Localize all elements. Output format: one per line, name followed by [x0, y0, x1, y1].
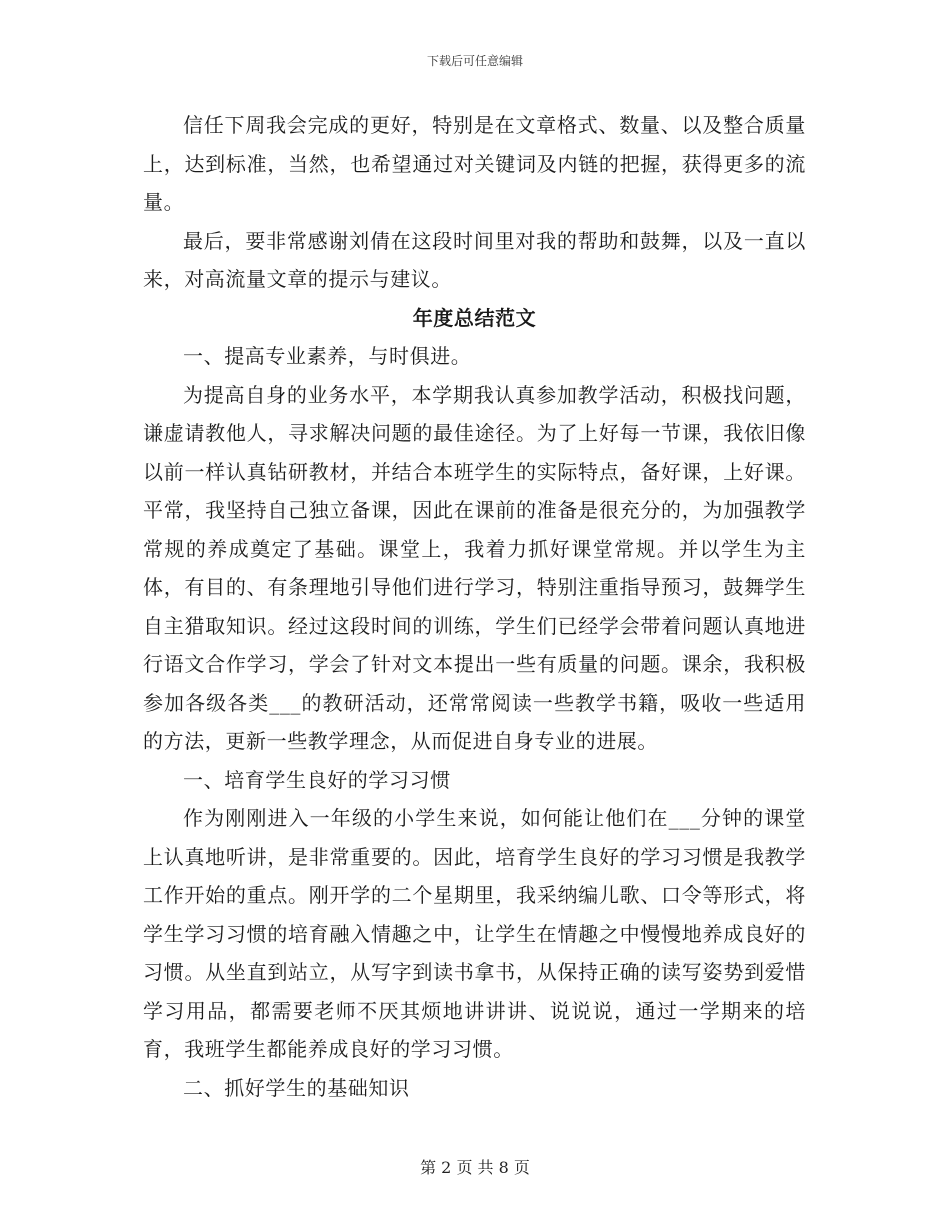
section-heading: 一、培育学生良好的学习习惯 — [183, 767, 451, 792]
paragraph: 信任下周我会完成的更好，特别是在文章格式、数量、以及整合质量上，达到标准，当然，也希望通过对关键词及内链的把握，获得更多的流量。 — [143, 113, 806, 214]
paragraph: 作为刚刚进入一年级的小学生来说，如何能让他们在___分钟的课堂上认真地听讲，是非常重要的。因此，培育学生良好的学习习惯是我教学工作开始的重点。刚开学的二个星期里，我采纳编儿歌、口令等形式，将学生学习习惯的培育融入情趣之中，让学生在情趣之中慢慢地养成良好的习惯。从坐直到站立，从写字到读书拿书，从保持正确的读写姿势到爱惜学习用品，都需要老师不厌其烦地讲讲讲、说说说，通过一学期来的培育，我班学生都能养成良好的学习习惯。 — [143, 806, 806, 1061]
header-note: 下载后可任意编辑 — [426, 54, 523, 68]
document-title: 年度总结范文 — [412, 305, 537, 330]
paragraph: 最后，要非常感谢刘倩在这段时间里对我的帮助和鼓舞，以及一直以来，对高流量文章的提示与建议。 — [143, 228, 806, 291]
section-heading: 一、提高专业素养，与时俱进。 — [183, 344, 472, 368]
paragraph: 为提高自身的业务水平，本学期我认真参加教学活动，积极找问题，谦虚请教他人，寻求解决问题的最佳途径。为了上好每一节课，我依旧像以前一样认真钻研教材，并结合本班学生的实际特点，备好课，上好课。平常，我坚持自己独立备课，因此在课前的准备是很充分的，为加强教学常规的养成奠定了基础。课堂上，我着力抓好课堂常规。并以学生为主体，有目的、有条理地引导他们进行学习，特别注重指导预习，鼓舞学生自主猎取知识。经过这段时间的训练，学生们已经学会带着问题认真地进行语文合作学习，学会了针对文本提出一些有质量的问题。课余，我积极参加各级各类___的教研活动，还常常阅读一些教学书籍，吸收一些适用的方法，更新一些教学理念，从而促进自身专业的进展。 — [143, 382, 806, 753]
page-number: 第 2 页 共 8 页 — [420, 1158, 530, 1177]
document-body — [143, 106, 806, 1107]
section-heading: 二、抓好学生的基础知识 — [183, 1075, 410, 1100]
